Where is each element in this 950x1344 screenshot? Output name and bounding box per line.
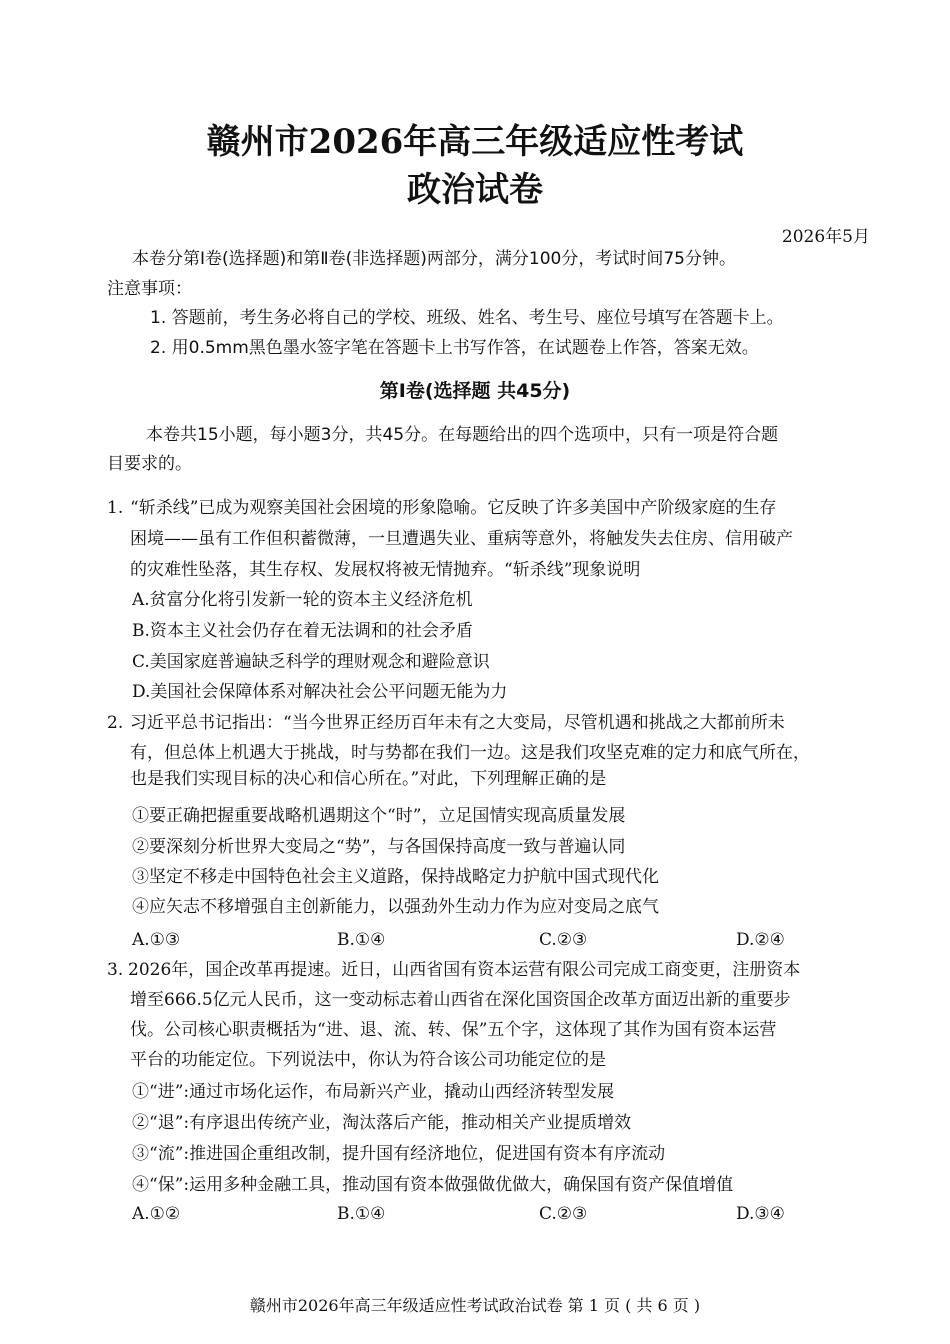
choice-b: B.①④ — [337, 930, 386, 950]
section-title: 第Ⅰ卷(选择题 共45分) — [379, 380, 571, 402]
option-a: A.贫富分化将引发新一轮的资本主义经济危机 — [132, 590, 473, 610]
choice-a: A.①③ — [132, 930, 181, 950]
question-stem-line: 的灾难性坠落，其生存权、发展权将被无情抛弃。“斩杀线”现象说明 — [130, 560, 641, 580]
question-stem-line: 2026年，国企改革再提速。近日，山西省国有资本运营有限公司完成工商变更，注册资本 — [128, 960, 801, 980]
question-stem-line: 平台的功能定位。下列说法中，你认为符合该公司功能定位的是 — [130, 1050, 606, 1070]
option-d: D.美国社会保障体系对解决社会公平问题无能为力 — [132, 682, 508, 702]
page-footer: 赣州市2026年高三年级适应性考试政治试卷 第 1 页 ( 共 6 页 ) — [249, 1296, 701, 1315]
statement-3: ③坚定不移走中国特色社会主义道路，保持战略定力护航中国式现代化 — [132, 867, 659, 887]
note-2: 2. 用0.5mm黑色墨水签字笔在答题卡上书写作答，在试题卷上作答，答案无效。 — [150, 338, 759, 358]
section-desc-line1: 本卷共15小题，每小题3分，共45分。在每题给出的四个选项中，只有一项是符合题 — [146, 425, 779, 445]
choice-d: D.③④ — [736, 1204, 785, 1224]
statement-1: ①要正确把握重要战略机遇期这个“时”，立足国情实现高质量发展 — [132, 806, 626, 826]
question-number: 1. — [107, 498, 124, 518]
exam-date: 2026年5月 — [781, 227, 870, 247]
question-stem-line: 伐。公司核心职责概括为“进、退、流、转、保”五个字，这体现了其作为国有资本运营 — [130, 1020, 777, 1040]
question-number: 2. — [107, 713, 124, 733]
question-stem-line: 困境——虽有工作但积蓄微薄，一旦遭遇失业、重病等意外，将触发失去住房、信用破产 — [130, 529, 793, 549]
statement-2: ②“退”:有序退出传统产业，淘汰落后产能，推动相关产业提质增效 — [132, 1113, 632, 1133]
choice-c: C.②③ — [539, 930, 588, 950]
option-c: C.美国家庭普遍缺乏科学的理财观念和避险意识 — [132, 652, 490, 672]
exam-title: 赣州市2026年高三年级适应性考试 — [206, 122, 744, 162]
choice-d: D.②④ — [736, 930, 785, 950]
exam-subject: 政治试卷 — [407, 170, 543, 210]
question-stem-line: 也是我们实现目标的决心和信心所在。”对此，下列理解正确的是 — [130, 769, 607, 789]
statement-4: ④应矢志不移增强自主创新能力，以强劲外生动力作为应对变局之底气 — [132, 897, 659, 917]
note-1: 1. 答题前，考生务必将自己的学校、班级、姓名、考生号、座位号填写在答题卡上。 — [150, 308, 784, 328]
statement-2: ②要深刻分析世界大变局之“势”，与各国保持高度一致与普遍认同 — [132, 837, 626, 857]
statement-3: ③“流”:推进国企重组改制，提升国有经济地位，促进国有资本有序流动 — [132, 1144, 666, 1164]
statement-4: ④“保”:运用多种金融工具，推动国有资本做强做优做大，确保国有资产保值增值 — [132, 1175, 734, 1195]
question-stem-line: 增至666.5亿元人民币，这一变动标志着山西省在深化国资国企改革方面迈出新的重要步 — [130, 990, 791, 1010]
section-desc-line2: 目要求的。 — [107, 454, 192, 474]
question-stem-line: “斩杀线”已成为观察美国社会困境的形象隐喻。它反映了许多美国中产阶级家庭的生存 — [130, 498, 777, 518]
choice-a: A.①② — [132, 1204, 181, 1224]
question-number: 3. — [107, 960, 124, 980]
intro-text: 本卷分第Ⅰ卷(选择题)和第Ⅱ卷(非选择题)两部分，满分100分，考试时间75分钟。 — [132, 249, 736, 269]
notes-label: 注意事项： — [107, 279, 192, 299]
statement-1: ①“进”:通过市场化运作，布局新兴产业，撬动山西经济转型发展 — [132, 1082, 615, 1102]
question-stem-line: 习近平总书记指出：“当今世界正经历百年未有之大变局，尽管机遇和挑战之大都前所未 — [130, 713, 785, 733]
question-stem-line: 有，但总体上机遇大于挑战，时与势都在我们一边。这是我们攻坚克难的定力和底气所在， — [130, 743, 810, 763]
option-b: B.资本主义社会仍存在着无法调和的社会矛盾 — [132, 621, 473, 641]
choice-b: B.①④ — [337, 1204, 386, 1224]
choice-c: C.②③ — [539, 1204, 588, 1224]
